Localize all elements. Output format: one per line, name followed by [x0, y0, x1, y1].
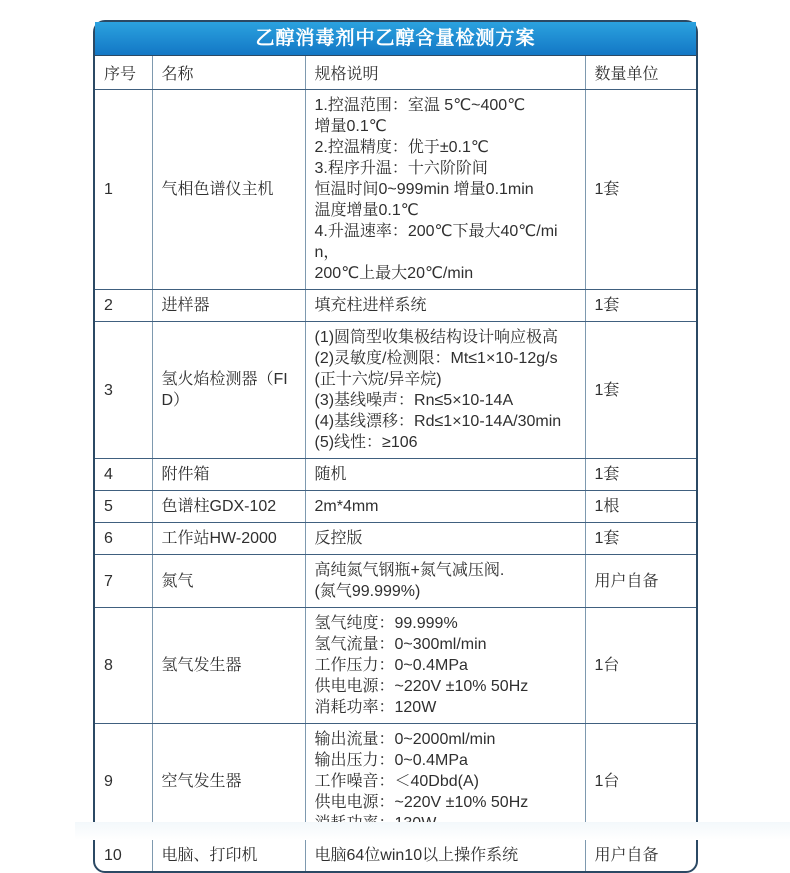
row-quantity-cell: 1套	[585, 322, 696, 459]
spec-line: 消耗功率：120W	[314, 699, 437, 716]
row-number-cell: 3	[95, 322, 152, 459]
spec-line: 随机	[314, 466, 347, 483]
header-cell-no: 序号	[95, 56, 152, 90]
row-quantity-cell: 1台	[585, 608, 696, 724]
spec-line: (正十六烷/异辛烷)	[314, 371, 442, 388]
spec-table-card	[93, 20, 698, 873]
spec-line: 电脑64位win10以上操作系统	[314, 847, 519, 864]
row-quantity-cell: 1套	[585, 290, 696, 322]
row-spec-cell	[305, 491, 585, 523]
spec-line: 氢气纯度：99.999%	[314, 615, 458, 632]
row-spec-cell	[305, 608, 585, 724]
spec-line: (氮气99.999%)	[314, 583, 421, 600]
spec-line: 工作噪音：＜40Dbd(A)	[314, 773, 479, 790]
row-quantity-cell: 1根	[585, 491, 696, 523]
table-row	[95, 491, 696, 523]
row-quantity-cell: 1台	[585, 724, 696, 840]
header-cell-spec: 规格说明	[305, 56, 585, 90]
row-quantity-cell: 1套	[585, 459, 696, 491]
row-spec-cell	[305, 840, 585, 872]
spec-line: (1)圆筒型收集极结构设计响应极高	[314, 329, 559, 346]
row-spec-cell	[305, 523, 585, 555]
row-spec-cell	[305, 90, 585, 290]
row-name-cell: 氢火焰检测器（FID）	[152, 322, 305, 459]
header-cell-name: 名称	[152, 56, 305, 90]
row-name-cell: 氢气发生器	[152, 608, 305, 724]
row-name-cell: 氮气	[152, 555, 305, 608]
row-number-cell: 7	[95, 555, 152, 608]
spec-line: (3)基线噪声：Rn≤5×10-14A	[314, 392, 514, 409]
spec-line: (4)基线漂移：Rd≤1×10-14A/30min	[314, 413, 562, 430]
header-cell-qty: 数量单位	[585, 56, 696, 90]
row-quantity-cell: 1套	[585, 523, 696, 555]
row-name-cell: 附件箱	[152, 459, 305, 491]
row-number-cell: 10	[95, 840, 152, 872]
spec-line: 供电电源：~220V ±10% 50Hz	[314, 678, 529, 695]
row-name-cell: 工作站HW-2000	[152, 523, 305, 555]
row-spec-cell	[305, 459, 585, 491]
spec-line: 供电电源：~220V ±10% 50Hz	[314, 794, 529, 811]
spec-line: 氢气流量：0~300ml/min	[314, 636, 487, 653]
table-row	[95, 555, 696, 608]
spec-line: 恒温时间0~999min 增量0.1min	[314, 181, 534, 198]
row-name-cell: 气相色谱仪主机	[152, 90, 305, 290]
spec-line: 输出流量：0~2000ml/min	[314, 731, 496, 748]
spec-line: 工作压力：0~0.4MPa	[314, 657, 468, 674]
row-number-cell: 4	[95, 459, 152, 491]
spec-line: 增量0.1℃	[314, 118, 387, 135]
table-row	[95, 523, 696, 555]
table-row	[95, 322, 696, 459]
spec-line: 2m*4mm	[314, 498, 379, 515]
table-row	[95, 840, 696, 872]
row-spec-cell	[305, 290, 585, 322]
row-number-cell: 6	[95, 523, 152, 555]
row-spec-cell	[305, 555, 585, 608]
spec-table	[95, 56, 696, 871]
spec-line: 输出压力：0~0.4MPa	[314, 752, 468, 769]
spec-table-body	[95, 90, 696, 872]
row-quantity-cell: 用户自备	[585, 555, 696, 608]
table-row	[95, 459, 696, 491]
row-quantity-cell: 用户自备	[585, 840, 696, 872]
spec-line: (2)灵敏度/检测限：Mt≤1×10-12g/s	[314, 350, 558, 367]
page-bottom-band	[75, 822, 790, 840]
spec-line: 反控版	[314, 530, 363, 547]
spec-line: 1.控温范围：室温 5℃~400℃	[314, 97, 526, 114]
row-name-cell: 进样器	[152, 290, 305, 322]
table-row	[95, 608, 696, 724]
spec-line: 4.升温速率：200℃下最大40℃/min，	[314, 223, 558, 261]
row-number-cell: 8	[95, 608, 152, 724]
table-row	[95, 90, 696, 290]
spec-line: (5)线性：≥106	[314, 434, 418, 451]
spec-line: 填充柱进样系统	[314, 297, 427, 314]
spec-line: 温度增量0.1℃	[314, 202, 419, 219]
row-number-cell: 2	[95, 290, 152, 322]
spec-line: 3.程序升温：十六阶阶间	[314, 160, 488, 177]
row-number-cell: 5	[95, 491, 152, 523]
table-row	[95, 290, 696, 322]
row-quantity-cell: 1套	[585, 90, 696, 290]
spec-line: 200℃上最大20℃/min	[314, 265, 474, 282]
row-spec-cell	[305, 322, 585, 459]
header-row	[95, 56, 696, 90]
row-name-cell: 空气发生器	[152, 724, 305, 840]
row-name-cell: 色谱柱GDX-102	[152, 491, 305, 523]
row-number-cell: 9	[95, 724, 152, 840]
table-title: 乙醇消毒剂中乙醇含量检测方案	[95, 22, 696, 56]
row-number-cell: 1	[95, 90, 152, 290]
row-name-cell: 电脑、打印机	[152, 840, 305, 872]
spec-line: 高纯氮气钢瓶+氮气减压阀.	[314, 562, 505, 579]
spec-line: 2.控温精度：优于±0.1℃	[314, 139, 489, 156]
